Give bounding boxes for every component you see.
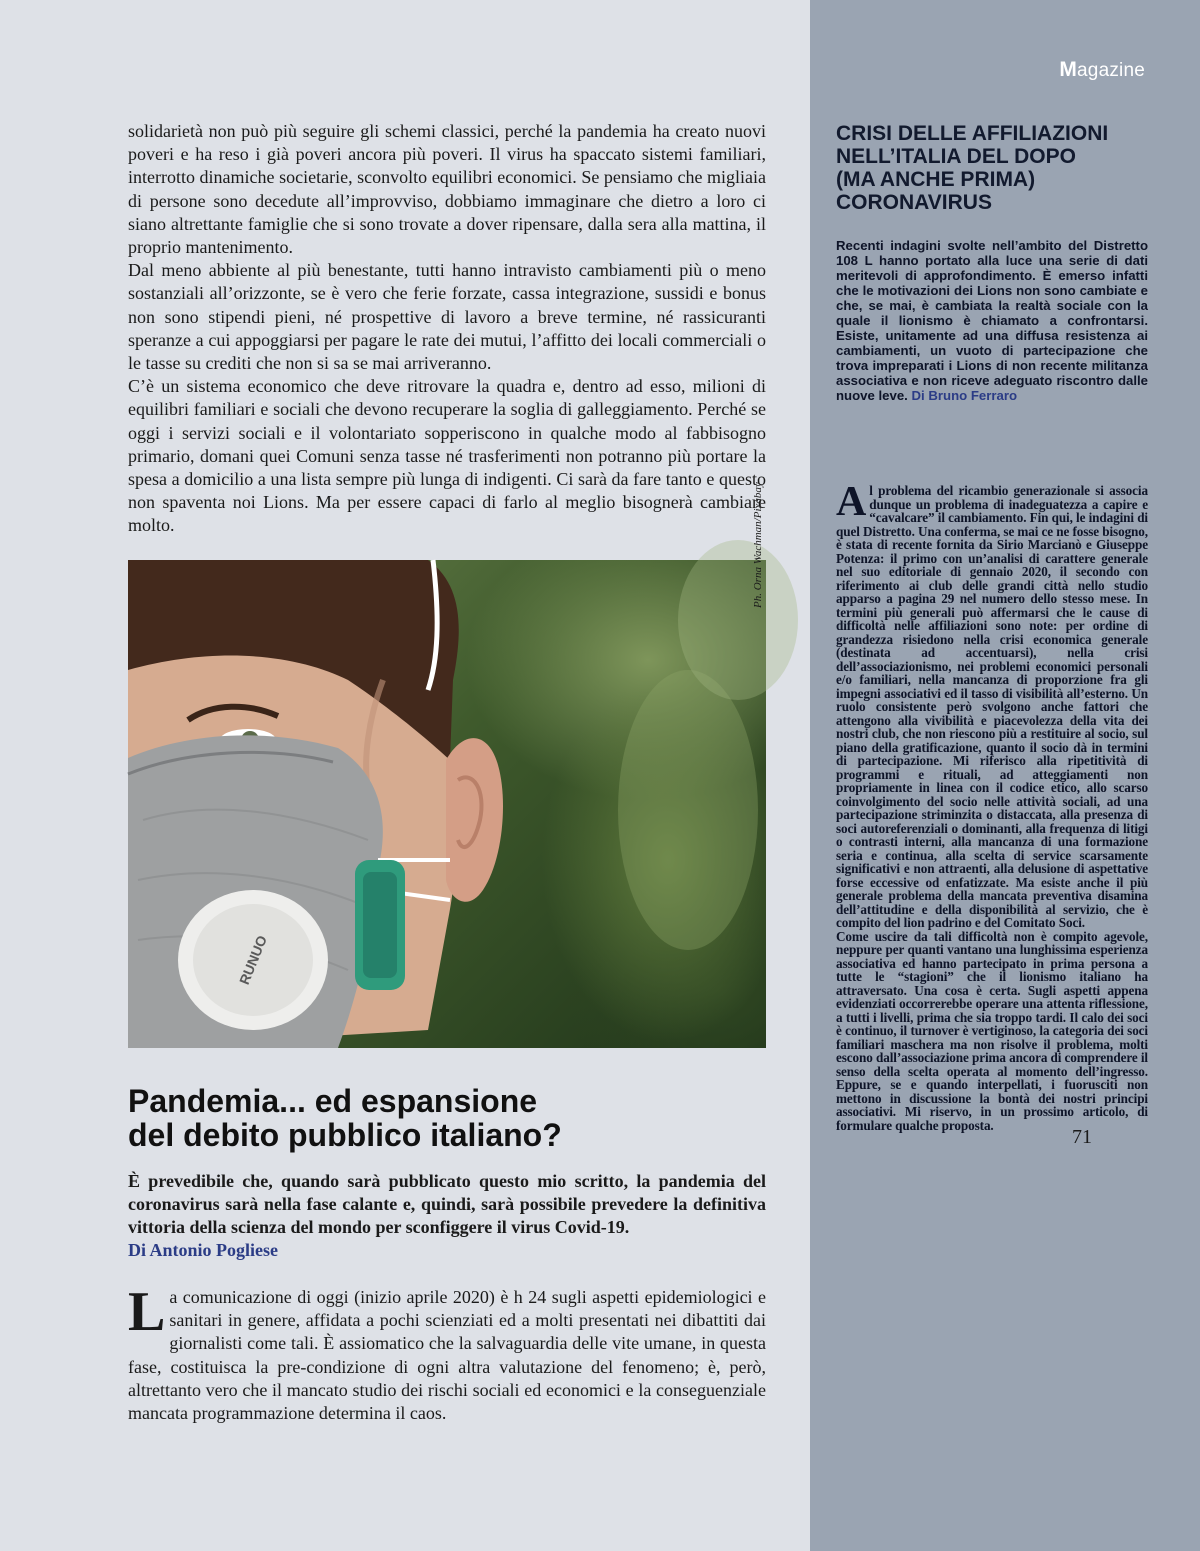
photo-illustration — [128, 560, 766, 1048]
sidebar-drop-cap: A — [836, 479, 867, 525]
sidebar-byline: Di Bruno Ferraro — [911, 388, 1018, 404]
article-byline: Di Antonio Pogliese — [128, 1240, 279, 1260]
sidebar-lead-text: Recenti indagini svolte nell’ambito del Distretto 108 L hanno portato alla luce una serie di dati meritevoli di approfondimento. È emerso infatti che le motivazioni dei Lions non sono cambiate e che, se mai, è cambiata la realtà sociale con la quale il lionismo è chiamato a confrontarsi. Esiste, unitamente ad una diffusa resistenza ai cambiamenti, un vuoto di partecipazione che trova impreparati i Lions di non recente militanza associativa e non riceve adeguato riscontro dalle nuove leve. — [836, 238, 1148, 404]
mask-brand-text: RUNUO — [235, 933, 271, 987]
sidebar-lead — [836, 238, 1148, 404]
article-photo — [128, 482, 766, 1048]
article-lead — [128, 1170, 766, 1262]
drop-cap: L — [128, 1281, 166, 1343]
article-body — [128, 1281, 766, 1425]
section-label: Magazine — [1059, 58, 1145, 81]
intro-paragraph: Dal meno abbiente al più benestante, tutti hanno intravisto cambiamenti più o meno sostanziali all’orizzonte, se è vero che ferie forzate, cassa integrazione, sussidi e bonus non sono stipendi pieni, né prospettive di lavoro a breve termine, né rassicuranti speranze a cui appoggiarsi per pagare le rate dei mutui, l’affitto dei locali commerciali o le tasse su crediti che non si sa se mai arriveranno. — [128, 260, 766, 374]
article-body-text: a comunicazione di oggi (inizio aprile 2020) è h 24 sugli aspetti epidemiologici e sanitari in genere, affidata a pochi scienziati ed a molti presentati nei dibattiti dai giornalisti come tali. È assiomatico che la salvaguardia delle vite umane, in questa fase, costituisca la pre-condizione di ogni altra valutazione del fenomeno; è, però, altrettanto vero che il mancato studio dei rischi sociali ed economici e la conseguenziale mancata programmazione determina il caos. — [128, 1287, 766, 1424]
sidebar-paragraph: Al problema del ricambio generazionale si associa dunque un problema di inadeguatezza a capire e “cavalcare” il cambiamento. Fin qui, le indagini di quel Distretto. Una conferma, se mai ce ne fosse bisogno, è stata di recente fornita da Sirio Marcianò e Giuseppe Potenza: il primo con un’analisi di carattere generale nel suo editoriale di gennaio 2020, il secondo con riferimento ai club delle grandi città nello studio apparso a pagina 29 nel numero dello stesso mese. In termini più generali può affermarsi che le cause di difficoltà nelle affiliazioni sono note: per ordine di grandezza risiedono nella crisi economica generale (destinata ad accentuarsi), nella crisi dell’associazionismo, nei problemi economici personali e/o familiari, nella mancanza di proporzione fra gli impegni associativi ed il tasso di visibilità all’esterno. Un ruolo consistente però svolgono anche fattori che attengono alla vivibilità e piacevolezza della vita dei nostri club, che non riescono più a restituire al socio, sul piano della gratificazione, quanto il socio dà in termini di partecipazione. Mi riferisco alla ripetitività di programmi e rituali, ad atteggiamenti non propriamente in linea con il codice etico, allo scarso coinvolgimento del socio nelle attività sociali, ad una partecipazione striminzita o distaccata, alla presenza di soci autoreferenziali o dominanti, alla frequenza di litigi o contrasti interni, alla mancanza di una formazione seria e continua, alla scelta di service scarsamente significativi e non attraenti, alla delusione di aspettative forse eccessive od enfatizzate. Ma esiste anche il più generale problema della mancata preventiva disamina dell’attitudine e della disponibilità al servizio, che è compito del lion padrino e del Comitato Soci. — [836, 479, 1148, 930]
article-title: Pandemia... ed espansione del debito pubblico italiano? — [128, 1083, 562, 1153]
article-lead-text: È prevedibile che, quando sarà pubblicato questo mio scritto, la pandemia del coronavirus sarà nella fase calante e, quindi, sarà possibile prevedere la definitiva vittoria della scienza del mondo per sconfiggere il virus Covid-19. — [128, 1171, 766, 1237]
intro-paragraph: C’è un sistema economico che deve ritrovare la quadra e, dentro ad esso, milioni di equilibri familiari e sociali che devono recuperare la soglia di galleggiamento. Perché se oggi i servizi sociali e il volontariato sopperiscono in qualche modo al fabbisogno primario, domani quei Comuni senza tasse né trasferimenti non potranno più portare la spesa a domicilio a una lista sempre più lunga di indigenti. Ci sarà da fare tanto e questo non spaventa noi Lions. Ma per essere capaci di farlo al meglio bisognerà cambiare molto. — [128, 376, 766, 536]
intro-paragraph: solidarietà non può più seguire gli schemi classici, perché la pandemia ha creato nuovi poveri e ha reso i già poveri ancora più poveri. Il virus ha spaccato sistemi familiari, interrotto dinamiche societarie, sconvolto equilibri economici. Se pensiamo che migliaia di persone sono decedute all’improvviso, dobbiamo immaginare che dietro a loro ci siano altrettante famiglie che si sono trovate a dover ripensare, dalla sera alla mattina, il proprio mantenimento. — [128, 121, 766, 258]
sidebar-paragraph: Come uscire da tali difficoltà non è compito agevole, neppure per quanti vantano una lunghissima esperienza associativa ed hanno partecipato in prima persona a tutte le “stagioni” che il lionismo italiano ha attraversato. Una cosa è certa. Sugli aspetti appena evidenziati occorrerebbe operare una attenta riflessione, a tutti i livelli, prima che sia troppo tardi. Il calo dei soci è continuo, il turnover è vertiginoso, la categoria dei soci familiari maschera ma non risolve il problema, molti escono dall’associazione prima ancora di comprendere il senso della scelta operata al momento dell’ingresso. Eppure, se e quando interpellati, i fuorusciti non mettono in discussione la bontà dei nostri principi associativi. Mi riservo, in un prossimo articolo, di formulare qualche proposta. — [836, 928, 1148, 1133]
sidebar-body — [836, 479, 1148, 1133]
intro-text — [128, 120, 766, 538]
photo-credit: Ph. Orna Wachman/Pixabay — [752, 482, 764, 608]
sidebar-title: CRISI DELLE AFFILIAZIONI NELL’ITALIA DEL DOPO (MA ANCHE PRIMA) CORONAVIRUS — [836, 122, 1109, 214]
page-number: 71 — [1072, 1126, 1092, 1148]
